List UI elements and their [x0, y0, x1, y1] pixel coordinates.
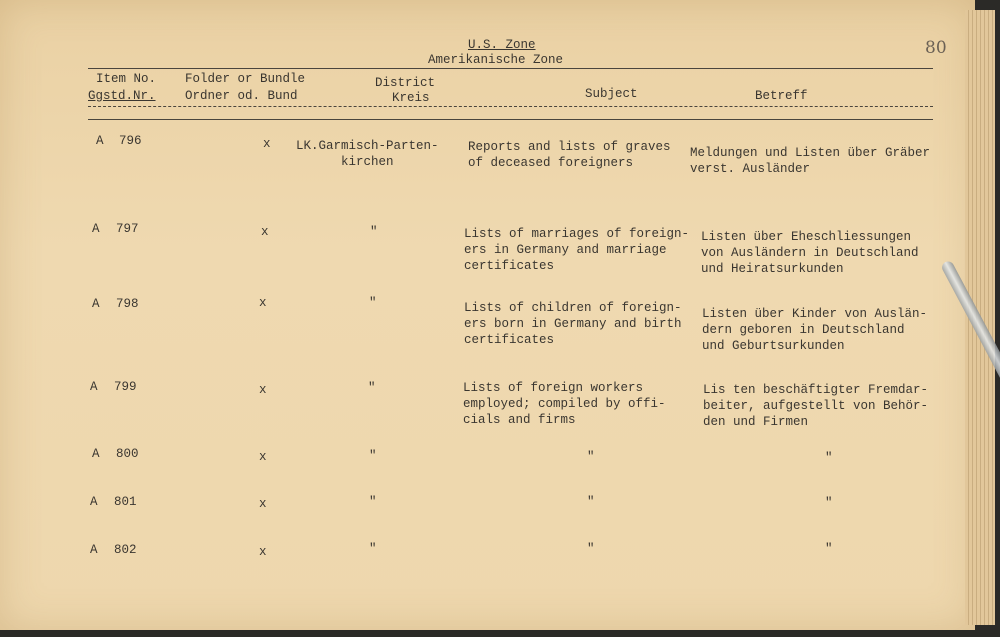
col-header-item-de: Ggstd.Nr. [88, 89, 156, 103]
row-subject: Lists of children of foreign- ers born in Germany and birth certificates [464, 301, 682, 347]
row-prefix: A [90, 380, 98, 394]
row-item-number: 802 [114, 543, 137, 557]
row-subject: Reports and lists of graves of deceased foreigners [468, 140, 671, 170]
col-header-folder-en: Folder or Bundle [185, 72, 306, 86]
header-rule-top [88, 68, 933, 69]
col-header-item-en: Item No. [96, 72, 157, 86]
row-prefix: A [96, 134, 104, 148]
row-betreff: Lis ten beschäftigter Fremdar- beiter, aufgestellt von Behör- den und Firmen [703, 383, 929, 429]
row-betreff: " [825, 542, 833, 556]
row-district: " [369, 449, 377, 463]
row-subject: Lists of marriages of foreign- ers in Germany and marriage certificates [464, 227, 690, 273]
row-subject: Lists of foreign workers employed; compiled by offi- cials and firms [463, 381, 666, 427]
row-betreff: " [825, 451, 833, 465]
row-folder-mark: x [259, 545, 267, 559]
col-header-folder-de: Ordner od. Bund [185, 89, 298, 103]
row-folder-mark: x [261, 225, 269, 239]
row-prefix: A [90, 543, 98, 557]
row-item-number: 800 [116, 447, 139, 461]
row-subject: " [587, 450, 595, 464]
row-folder-mark: x [259, 497, 267, 511]
row-prefix: A [92, 297, 100, 311]
zone-title-de: Amerikanische Zone [428, 53, 564, 67]
col-header-betreff: Betreff [755, 89, 808, 103]
row-folder-mark: x [259, 383, 267, 397]
row-betreff: Listen über Kinder von Auslän- dern geboren in Deutschland und Geburtsurkunden [702, 307, 928, 353]
row-item-number: 798 [116, 297, 139, 311]
col-header-district-en: District [375, 76, 436, 90]
row-prefix: A [92, 447, 100, 461]
row-folder-mark: x [263, 137, 271, 151]
row-prefix: A [90, 495, 98, 509]
row-district: " [369, 296, 377, 310]
row-district: " [368, 381, 376, 395]
row-folder-mark: x [259, 450, 267, 464]
row-betreff: " [825, 496, 833, 510]
row-district: " [370, 225, 378, 239]
row-district: " [369, 542, 377, 556]
header-rule-mid [88, 106, 933, 107]
row-prefix: A [92, 222, 100, 236]
row-item-number: 796 [119, 134, 142, 148]
col-header-district-de: Kreis [392, 91, 430, 105]
page-number: 80 [925, 38, 947, 58]
row-subject: " [587, 495, 595, 509]
row-betreff: Meldungen und Listen über Gräber verst. Ausländer [690, 146, 931, 176]
row-item-number: 797 [116, 222, 139, 236]
row-item-number: 801 [114, 495, 137, 509]
row-district: " [369, 495, 377, 509]
row-item-number: 799 [114, 380, 137, 394]
row-district: LK.Garmisch-Parten- kirchen [296, 139, 439, 169]
col-header-subject: Subject [585, 87, 638, 101]
row-betreff: Listen über Eheschliessungen von Ausländern in Deutschland und Heiratsurkunden [701, 230, 919, 276]
row-subject: " [587, 542, 595, 556]
zone-title-en: U.S. Zone [468, 38, 536, 52]
row-folder-mark: x [259, 296, 267, 310]
header-rule-bottom [88, 119, 933, 120]
